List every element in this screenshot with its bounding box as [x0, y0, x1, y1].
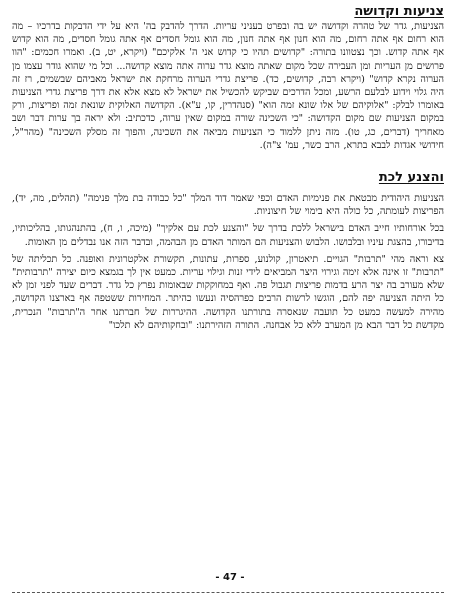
paragraph: בכל אורחותיו חייב האדם בישראל ללכת בדרך של "והצנע לכת עם אלקיך" (מיכה, ו, ח), בהתנהגותו, בהליכותיו, בדיבורו, בהצגת עיניו ובלבושו. הלבוש והצניעות הם המותר האדם מן הבהמה, ובדבר הזה אנו נבדלים מן האומות.: [12, 223, 444, 248]
section-heading-walk-humbly: והצנע לכת: [378, 170, 444, 186]
paragraph: הצניעות, גדר של טהרה וקדושה יש בה ובפרט בעניני עריות. הדרך להדבק בה' היא על ידי הדבקות בדרכיו – מה הוא רחום אף אתה רחום, מה הוא חנון אף אתה חנון, מה הוא גומל חסדים אף אתה גומל חסדים, מה הוא קדוש אף אתה קדוש. וכך נצטוונו בתורה: "קדושים תהיו כי קדוש אני ה' אלקיכם" (ויקרא, יט, ב). ואמרו חכמים: "הוו פרושים מן העריות ומן העבירה שכל מקום שאתה מוצא גדר ערוה אתה מוצא קדושה... וכל מי שהוא גודר עצמו מן הערוה נקרא קדוש" (ויקרא רבה, קדושים, כד). פריצת גדרי הערוה מרחקת את ישראל מאביהם שבשמים, רז זה היה גלוי וידוע לבלעם הרשע, ומכל הדרכים שביקש להכשיל את ישראל לא מצא אלא את דרך פריצת גדרי הצניעות באומרו לבלק: "אלוקיהם של אלו שונא זמה הוא" (סנהדרין, קו, ע"א). הקדושה האלוקית שונאת זמה ופריצות, ורק במקום הצניעות שם מקום הקדושה: "כי השכינה שורה במקום שאין ערוה, כדכתיב: ולא יראה בך ערות דבר ושב מאחריך (דברים, כג, טו). מזה ניתן ללמוד כי הצניעות מביאה את השכינה, והפוך זה מסלק השכינה" (מהר"ל, חידושי אגדות לבבא בתרא, הרב כשר, עמ' צ"ה).: [12, 21, 444, 151]
page-number: - 47 -: [215, 572, 245, 583]
section-heading-modesty-holiness: צניעות וקדושה: [354, 4, 444, 19]
footer-rule: [12, 592, 444, 593]
paragraph: צא וראה מהי "תרבות" הגויים. תיאטרון, קולנוע, ספרות, עתונות, תקשורת אלקטרונית ואופנה. כל תכליתה של "תרבות" זו אינה אלא זימה וגירוי היצר המביאים לידי זנות וגילוי עריות. כמעט אין לך בגמצא כיום יצירה "תרבותית" שלא מעורב בה יצר הרע בדמות פריצות תגבול פה. ואף במחוקקות שבאומות נפרץ כל גדר. דברים שעד לפני זמן לא כל היתה הצניעה יפה להם, הוגשו לרשות הרבים כפרהסיה ונעשו כהיתר. המחירות ששטפה אף בארצנו הקדושה, מהירה למעשה כמעט כל תועבה שנאסרה בתורתנו הקדושה. ההיגררות של חברתנו אחר ה"תרבות" הנכרית, מקדשת כל דבר הבא מן המערב ללא כל אבחנה. התורה הזהירתנו: "ובחקותיהם לא תלכו": [12, 253, 444, 331]
paragraph: הצניעות היהודית מבטאת את פנימיות האדם וכפי שאמר דוד המלך "כל כבודה בת מלך פנימה" (תהלים, מה, יד), הפריצות לעומתה, כל כולה היא בימוי של חיצוניות.: [12, 193, 444, 218]
section-gap: [12, 156, 444, 170]
document-page: [12, 4, 444, 594]
